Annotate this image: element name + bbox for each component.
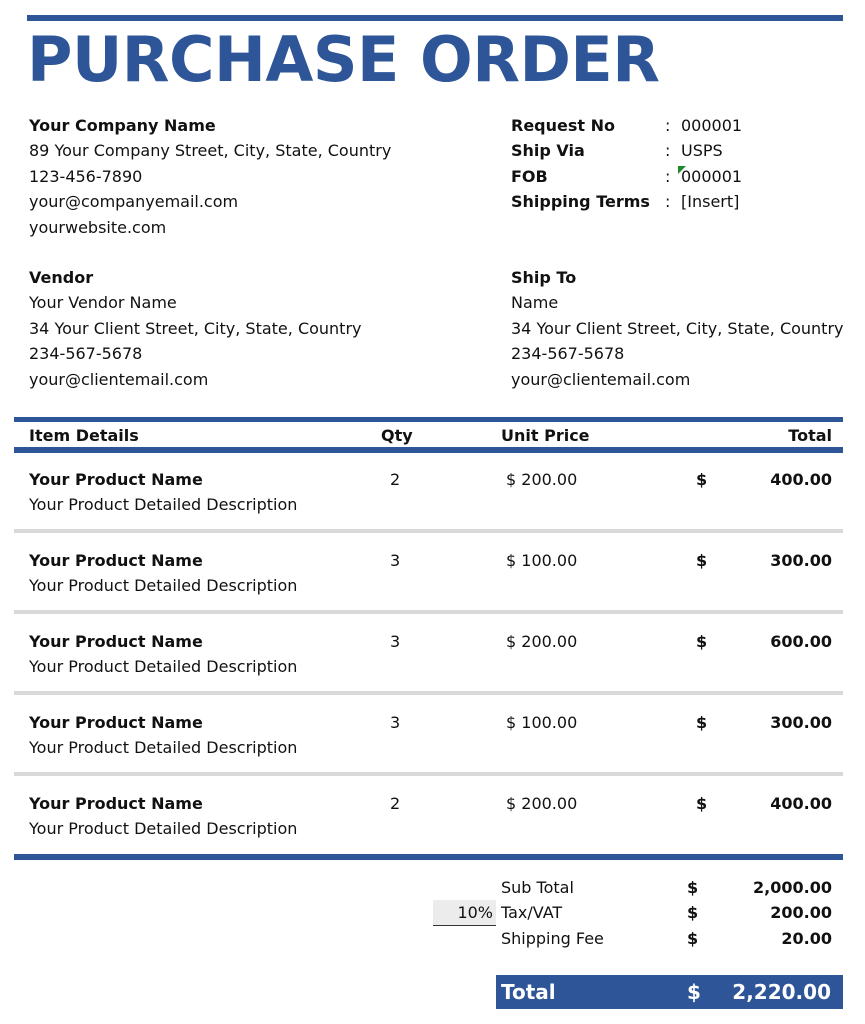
shipping-currency: $ — [687, 929, 699, 948]
vendor-name: Your Vendor Name — [29, 293, 177, 313]
header-qty: Qty — [381, 426, 413, 445]
item-name: Your Product Name — [29, 470, 203, 489]
item-unit-price: $ 100.00 — [506, 551, 578, 570]
item-total: 400.00 — [770, 470, 832, 489]
vendor-phone: 234-567-5678 — [29, 344, 143, 364]
item-total: 300.00 — [770, 713, 832, 732]
subtotal-row — [0, 875, 865, 900]
tax-currency: $ — [687, 903, 699, 922]
vendor-address: 34 Your Client Street, City, State, Country — [29, 318, 362, 338]
item-description: Your Product Detailed Description — [29, 738, 298, 758]
item-description: Your Product Detailed Description — [29, 576, 298, 596]
item-unit-price: $ 200.00 — [506, 794, 578, 813]
row-separator — [14, 691, 843, 695]
item-total: 300.00 — [770, 551, 832, 570]
meta-fob: FOB : 000001 — [511, 166, 743, 186]
shipping-label: Shipping Fee — [501, 929, 604, 948]
ship-to-phone: 234-567-5678 — [511, 344, 625, 364]
item-unit-price: $ 100.00 — [506, 713, 578, 732]
header-accent-bar — [27, 15, 843, 21]
tax-row — [0, 900, 865, 925]
shipping-row — [0, 926, 865, 951]
ship-to-address: 34 Your Client Street, City, State, Country — [511, 318, 844, 338]
item-unit-price: $ 200.00 — [506, 632, 578, 651]
ship-to-name: Name — [511, 293, 559, 313]
company-info — [29, 113, 391, 240]
row-separator — [14, 529, 843, 533]
item-qty: 3 — [390, 632, 401, 651]
subtotal-currency: $ — [687, 878, 699, 897]
item-description: Your Product Detailed Description — [29, 819, 298, 839]
item-name: Your Product Name — [29, 551, 203, 570]
item-total: 400.00 — [770, 794, 832, 813]
item-qty: 2 — [390, 470, 401, 489]
ship-to-heading: Ship To — [511, 268, 577, 287]
company-address: 89 Your Company Street, City, State, Country — [29, 141, 392, 161]
shipping-value: 20.00 — [781, 929, 832, 948]
item-name: Your Product Name — [29, 794, 203, 813]
item-currency: $ — [696, 632, 708, 651]
grand-total-bar — [496, 975, 843, 1009]
table-row — [0, 467, 865, 548]
item-qty: 2 — [390, 794, 401, 813]
header-total: Total — [788, 426, 832, 445]
item-total: 600.00 — [770, 632, 832, 651]
vendor-email: your@clientemail.com — [29, 369, 209, 389]
tax-value: 200.00 — [770, 903, 832, 922]
vendor-info — [29, 265, 362, 392]
table-header-bar — [14, 447, 843, 453]
tax-label: Tax/VAT — [501, 903, 563, 922]
item-currency: $ — [696, 713, 708, 732]
item-currency: $ — [696, 794, 708, 813]
item-name: Your Product Name — [29, 713, 203, 732]
table-top-bar — [14, 417, 843, 422]
grand-total-value: 2,220.00 — [732, 980, 831, 1004]
subtotal-label: Sub Total — [501, 878, 574, 897]
order-meta: Request No : 000001 Ship Via : USPS FOB : 000001 Shipping Terms : [Insert] — [511, 113, 841, 215]
grand-total-currency: $ — [687, 980, 701, 1004]
header-item-details: Item Details — [29, 426, 139, 445]
company-website: yourwebsite.com — [29, 217, 167, 237]
item-name: Your Product Name — [29, 632, 203, 651]
table-row — [0, 710, 865, 791]
item-currency: $ — [696, 470, 708, 489]
item-description: Your Product Detailed Description — [29, 495, 298, 515]
header-unit-price: Unit Price — [501, 426, 590, 445]
company-phone: 123-456-7890 — [29, 166, 143, 186]
vendor-heading: Vendor — [29, 268, 94, 287]
company-name: Your Company Name — [29, 116, 216, 135]
ship-to-info — [511, 265, 844, 392]
tax-rate: 10% — [457, 903, 493, 922]
item-description: Your Product Detailed Description — [29, 657, 298, 677]
row-separator — [14, 772, 843, 776]
page-title: PURCHASE ORDER — [27, 23, 660, 96]
table-row — [0, 629, 865, 710]
row-separator — [14, 610, 843, 614]
item-currency: $ — [696, 551, 708, 570]
ship-to-email: your@clientemail.com — [511, 369, 691, 389]
item-qty: 3 — [390, 551, 401, 570]
table-bottom-bar — [14, 854, 843, 860]
company-email: your@companyemail.com — [29, 192, 239, 212]
item-qty: 3 — [390, 713, 401, 732]
subtotal-value: 2,000.00 — [753, 878, 832, 897]
grand-total-label: Total — [501, 980, 556, 1004]
table-row — [0, 548, 865, 629]
item-unit-price: $ 200.00 — [506, 470, 578, 489]
